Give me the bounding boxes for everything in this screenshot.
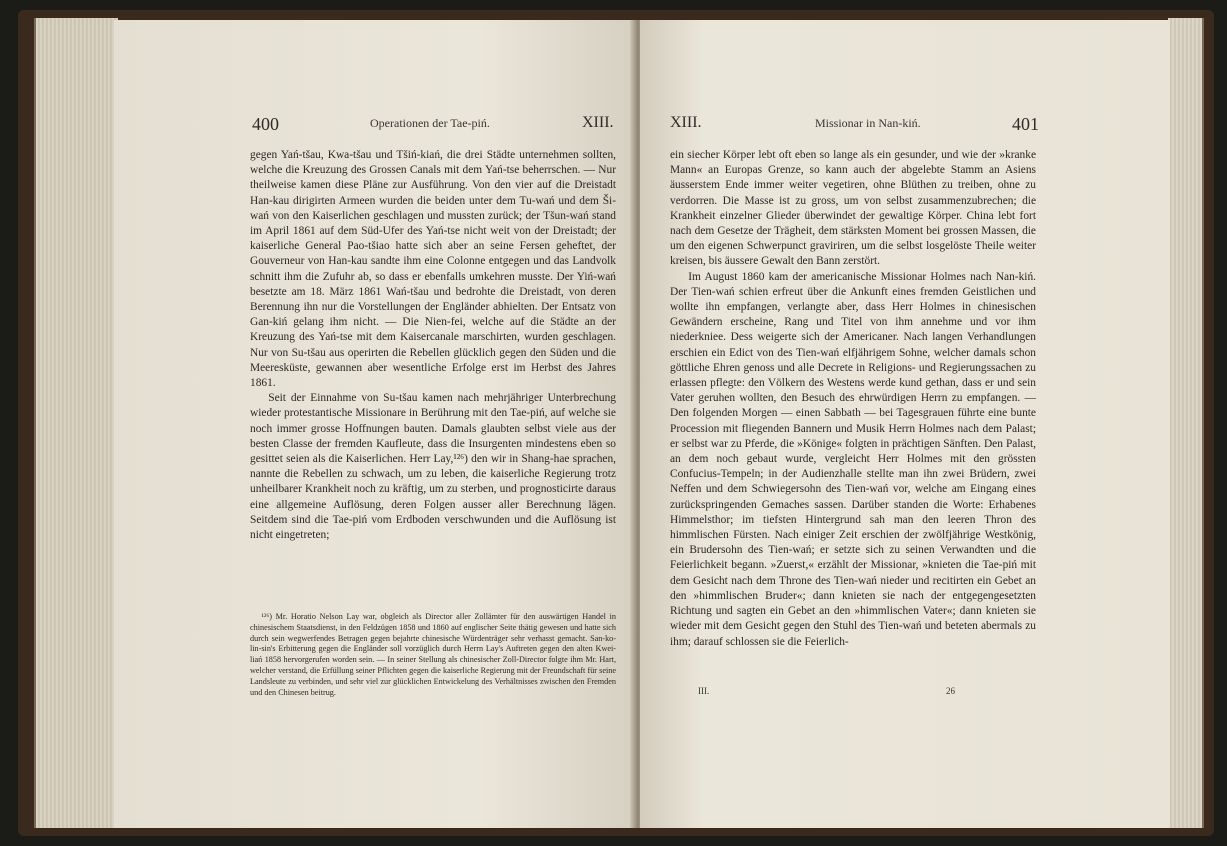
left-body-text bbox=[250, 148, 616, 543]
right-paragraph-2: Im August 1860 kam der americanische Missionar Holmes nach Nan-kiń. Der Tien-wań schien erfreut über die Ankunft eines fremden Geistlichen und wollte ihn empfangen, verlangte aber, dass Herr Holmes in chinesischen Gewändern erscheine, Rang und Titel von ihm annehme und vor ihm niederkniee. Dess weigerte sich der Americaner. Nach langen Verhandlungen erschien ein Edict von des Tien-wań elfjährigem Sohne, welcher damals schon göttliche Ehren genoss und alle Decrete in Religions- und Regierungssachen zu erlassen pflegte: den Völkern des Westens werde kund gethan, dass er und sein Vater geruhen wollten, den Besuch des ehrwürdigen Herrn zu empfangen. — Den folgenden Morgen — einen Sabbath — bei Tagesgrauen führte eine bunte Procession mit fliegenden Bannern und Musik Herrn Holmes nach dem Palast; er selbst war zu Pferde, die »Könige« folgten in prächtigen Sänften. Den Palast, an dem noch gebaut wurde, vergleicht Herr Holmes mit den grössten Confucius-Tempeln; in der Audienzhalle stellte man ihn zwei Brüdern, zwei Neffen und dem Schwiegersohn des Tien-wań vor, welche am Eingang eines zurückspringenden Gemaches sassen. Darüber standen die Worte: Erhabenes Himmelsthor; im tiefsten Hintergrund sah man den leeren Thron des himmlischen Fürsten. Nach einiger Zeit erschien der zwölfjährige Westkönig, ein Brudersohn des Tien-wań; er setzte sich zu seinen Verwandten und die Feierlichkeit begann. »Zuerst,« erzählt der Missionar, »knieten die Tae-piń mit dem Gesicht nach dem Throne des Tien-wań nieder und recitirten ein Gebet an den »himmlischen Bruder«; dann knieten sie nach der entgegengesetzten Richtung und sagten ein Gebet an den »himmlischen Vater«; dann knieten sie wieder mit dem Gesicht gegen den Stuhl des Tien-wań und beteten abermals zu ihm; darauf schlossen sie die Feierlich- bbox=[670, 270, 1036, 648]
left-footnote bbox=[250, 612, 616, 698]
right-page-number: 401 bbox=[1012, 114, 1039, 134]
right-chapter-number: XIII. bbox=[670, 114, 702, 131]
signature-mark: III. bbox=[698, 686, 710, 696]
right-paragraph-1: ein siecher Körper lebt oft eben so lange als ein gesunder, und wie der »kranke Mann« an Europas Grenze, so kann auch der abgelebte Stamm an Asiens äusserstem Ende immer weiter vegetiren, ohne Blüthen zu treiben, ohne zu verdorren. Die Masse ist zu gross, um von selbst zusammenzubrechen; die Krankheit einzelner Glieder überwindet der gewaltige Körper. China lebt fort nach dem Gesetze der Trägheit, dem stärksten Moment bei grossen Massen, die um den eigenen Schwerpunct graviriren, um die selbst losgelöste Theile weiter kreisen, bis äussere Gewalt den Bann zerstört. bbox=[670, 149, 1036, 268]
left-chapter-number: XIII. bbox=[582, 114, 614, 131]
left-running-title: Operationen der Tae-piń. bbox=[370, 116, 490, 130]
page-edges-left bbox=[34, 18, 118, 828]
footnote-text: ¹²⁶) Mr. Horatio Nelson Lay war, obgleich als Director aller Zollämter für den auswärtigen Handel in chinesischem Staatsdienst, in den Feldzügen 1858 und 1860 auf englischer Seite thätig gewesen und hatte sich durch sein wegwerfendes Betragen gegen bejahrte chinesische Würdenträger sehr verhasst gemacht. San-ko-lin-sin's Erbitterung gegen die Engländer soll vorzüglich durch Herrn Lay's Auftreten gegen den alten Kwei-liań 1858 hervorgerufen worden sein. — In seiner Stellung als chinesischer Zoll-Director folgte ihm Mr. Hart, welcher verstand, die Erfüllung seiner Pflichten gegen die kaiserliche Regierung mit der Freundschaft für seine Landsleute zu verbinden, und sehr viel zur glücklichen Entwickelung des Verhältnisses zwischen den Fremden und den Chinesen beitrug. bbox=[250, 612, 616, 697]
signature-number: 26 bbox=[946, 686, 955, 696]
right-running-title: Missionar in Nan-kiń. bbox=[815, 116, 921, 130]
page-edges-right bbox=[1168, 18, 1204, 828]
left-paragraph-2: Seit der Einnahme von Su-tšau kamen nach mehrjähriger Unterbrechung wieder protestantische Missionare in Berührung mit den Tae-piń, auf welche sie noch immer grosse Hoffnungen bauten. Damals glaubten selbst viele aus der besten Classe der fremden Kaufleute, dass die Insurgenten mindestens eben so gesittet seien als die Kaiserlichen. Herr Lay,¹²⁶) den wir in Shang-hae sprachen, nannte die Rebellen zu schwach, um zu leben, die kaiserliche Regierung trotz unheilbarer Krankheit noch zu kräftig, um zu sterben, und prognosticirte daraus eine allgemeine Auflösung, deren Folgen ausser aller Berechnung lägen. Seitdem sind die Tae-piń vom Erdboden verschwunden und die Auflösung ist nicht eingetreten; bbox=[250, 392, 616, 542]
left-page-number: 400 bbox=[252, 114, 279, 134]
left-page bbox=[114, 20, 636, 828]
right-body-text bbox=[670, 148, 1036, 650]
left-paragraph-1: gegen Yań-tšau, Kwa-tšau und Tšiń-kiań, die drei Städte unternehmen sollten, welche die Kreuzung des Grossen Canals mit dem Yań-tse beherrschen. — Nur theilweise kamen diese Pläne zur Ausführung. Von den vier auf die Dreistadt Han-kau dirigirten Armeen wurden die beiden unter dem Tu-wań und dem Ši-wań von den Kaiserlichen geschlagen und mussten zurück; der Tšun-wań stand im April 1861 auf dem Süd-Ufer des Yań-tse nicht weit von der Dreistadt; der kaiserliche General Pao-tšiao hatte sich aber an seine Fersen geheftet, der Gouverneur von Han-kau sandte ihm eine Colonne entgegen und das Landvolk schnitt ihm die Zufuhr ab, so dass er ebenfalls umkehren musste. Der Yiń-wań besetzte am 18. März 1861 Wań-tšau und bedrohte die Dreistadt, von deren Berennung ihn nur die Vorstellungen der Engländer abhielten. Der Entsatz von Gan-kiń gelang ihm nicht. — Die Nien-fei, welche auf die Städte an der Kreuzung des Yań-tse mit dem Kaisercanale marschirten, wurden geschlagen. Nur von Su-tšau aus operirten die Rebellen glücklich gegen den Süden und die Meeresküste, gewannen aber wesentliche Erfolge erst im Herbst des Jahres 1861. bbox=[250, 149, 616, 390]
right-page bbox=[640, 20, 1170, 828]
